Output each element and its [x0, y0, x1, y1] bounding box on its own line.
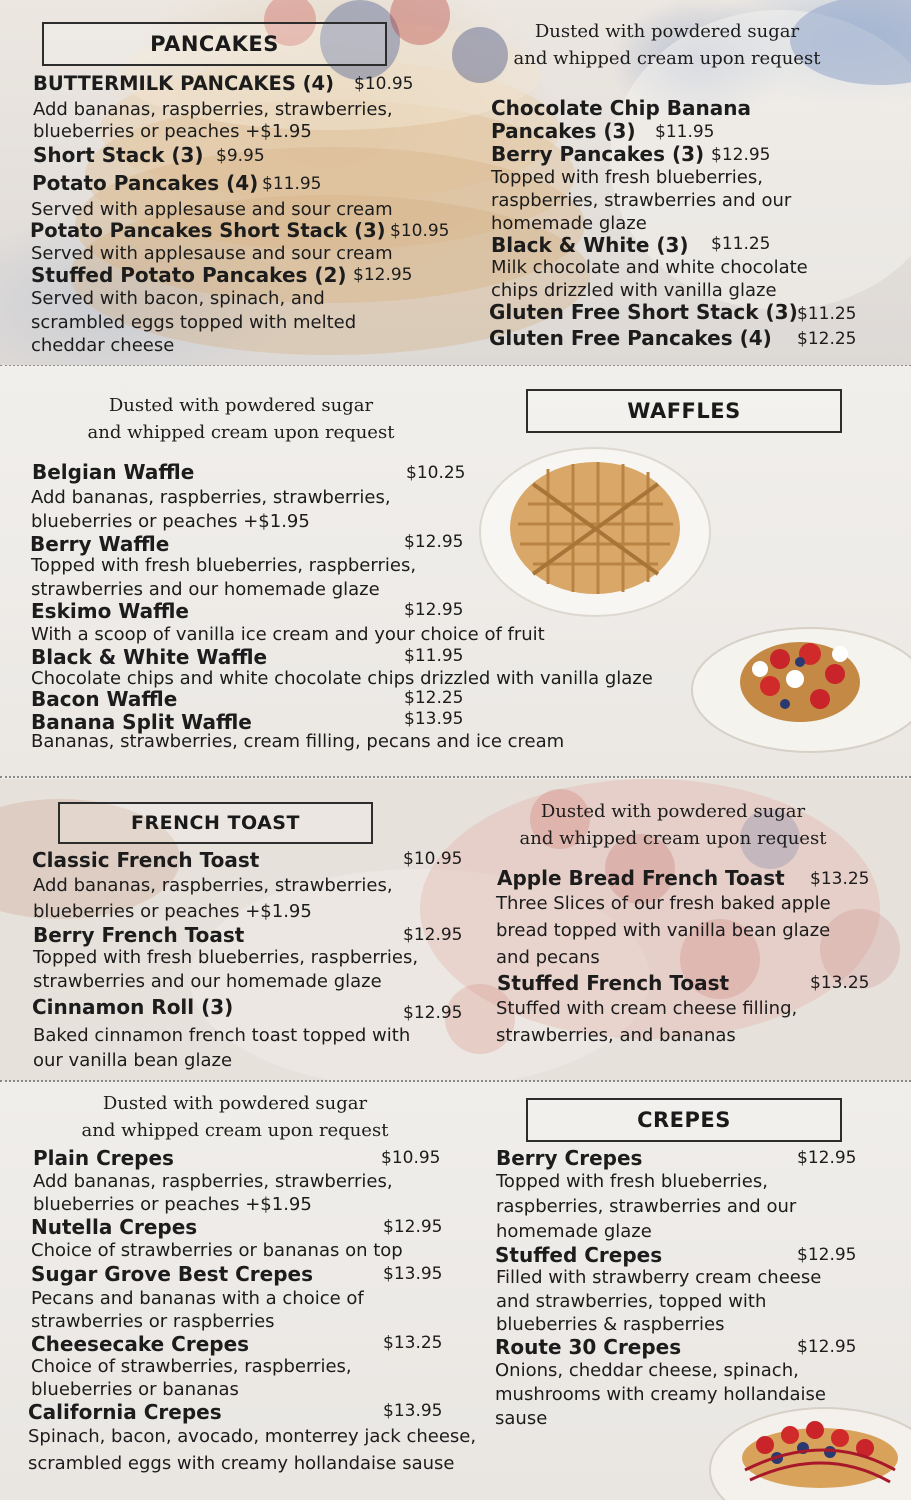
item-price: $12.95: [797, 1337, 857, 1357]
belgian-waffle-photo: [478, 444, 713, 619]
note-line: Dusted with powdered sugar: [540, 801, 806, 822]
item-description: raspberries, strawberries and our: [496, 1196, 797, 1217]
fruit-waffle-photo: [690, 624, 911, 756]
item-price: $12.95: [404, 532, 464, 552]
item-description: Milk chocolate and white chocolate: [491, 257, 808, 278]
item-price: $10.95: [381, 1148, 441, 1168]
item-description: Baked cinnamon french toast topped with: [33, 1025, 411, 1046]
section-divider: [0, 776, 911, 778]
item-description: Onions, cheddar cheese, spinach,: [495, 1360, 799, 1381]
item-name: Route 30 Crepes: [495, 1335, 682, 1359]
crepes-title: CREPES: [526, 1098, 842, 1142]
item-price: $10.95: [354, 74, 414, 94]
note-line: and whipped cream upon request: [513, 48, 821, 69]
item-description: and pecans: [496, 947, 600, 968]
item-description: Served with applesause and sour cream: [31, 199, 393, 220]
item-name: Stuffed Crepes: [495, 1243, 663, 1267]
item-name: Potato Pancakes (4): [32, 171, 259, 195]
pancakes-section: [0, 0, 911, 365]
item-description: Topped with fresh blueberries, raspberries,: [33, 947, 419, 968]
item-description: bread topped with vanilla bean glaze: [496, 920, 831, 941]
item-name: Berry Pancakes (3): [491, 142, 705, 166]
item-price: $12.95: [797, 1148, 857, 1168]
item-name: Bacon Waffle: [31, 687, 178, 711]
item-price: $11.95: [404, 646, 464, 666]
berry-crepes-photo: [705, 1400, 911, 1500]
item-name: Berry Crepes: [496, 1146, 643, 1170]
item-price: $12.95: [404, 600, 464, 620]
note-line: and whipped cream upon request: [87, 422, 395, 443]
item-description: scrambled eggs with creamy hollandaise sause: [28, 1453, 455, 1474]
item-description: strawberries, and bananas: [496, 1025, 736, 1046]
item-name: Stuffed French Toast: [497, 971, 730, 995]
item-name: Chocolate Chip Banana: [491, 96, 751, 120]
item-description: mushrooms with creamy hollandaise: [495, 1384, 826, 1405]
note-line: and whipped cream upon request: [519, 828, 827, 849]
note-line: Dusted with powdered sugar: [102, 1093, 368, 1114]
french-toast-note: [508, 798, 838, 852]
item-price: $12.95: [797, 1245, 857, 1265]
item-price: $11.95: [262, 174, 322, 194]
item-price: $12.95: [403, 925, 463, 945]
item-description: Pecans and bananas with a choice of: [31, 1288, 364, 1309]
item-description: our vanilla bean glaze: [33, 1050, 233, 1071]
item-description: strawberries and our homemade glaze: [33, 971, 382, 992]
item-description: Served with bacon, spinach, and: [31, 288, 325, 309]
item-price: $13.25: [810, 869, 870, 889]
item-description: homemade glaze: [491, 213, 647, 234]
note-line: Dusted with powdered sugar: [534, 21, 800, 42]
item-description: sause: [495, 1408, 548, 1429]
item-description: Add bananas, raspberries, strawberries,: [31, 487, 391, 508]
item-name: Cheesecake Crepes: [31, 1332, 250, 1356]
item-name: Classic French Toast: [32, 848, 260, 872]
waffles-note: [76, 392, 406, 446]
item-name: Belgian Waffle: [32, 460, 195, 484]
pancakes-title: PANCAKES: [42, 22, 387, 66]
item-name: Eskimo Waffle: [31, 599, 189, 623]
item-price: $9.95: [216, 146, 265, 166]
item-price: $10.25: [406, 463, 466, 483]
item-description: Topped with fresh blueberries,: [496, 1171, 768, 1192]
item-description: chips drizzled with vanilla glaze: [491, 280, 777, 301]
crepes-section: [0, 1082, 911, 1500]
item-price: $12.95: [383, 1217, 443, 1237]
item-description: blueberries or peaches +$1.95: [31, 511, 310, 532]
item-description: strawberries and our homemade glaze: [31, 579, 380, 600]
item-price: $13.95: [404, 709, 464, 729]
item-name: Gluten Free Pancakes (4): [489, 326, 772, 350]
item-description: blueberries or peaches +$1.95: [33, 1194, 312, 1215]
item-price: $13.95: [383, 1401, 443, 1421]
item-description: With a scoop of vanilla ice cream and your choice of fruit: [31, 624, 545, 645]
item-description: Served with applesause and sour cream: [31, 243, 393, 264]
item-description: Spinach, bacon, avocado, monterrey jack cheese,: [28, 1426, 477, 1447]
item-name: Short Stack (3): [33, 143, 204, 167]
item-description: Bananas, strawberries, cream filling, pecans and ice cream: [31, 731, 565, 752]
item-description: Add bananas, raspberries, strawberries,: [33, 99, 393, 120]
item-description: Filled with strawberry cream cheese: [496, 1267, 822, 1288]
item-name: Potato Pancakes Short Stack (3): [30, 219, 386, 242]
item-price: $12.95: [403, 1003, 463, 1023]
item-name: Cinnamon Roll (3): [32, 995, 234, 1019]
item-name: Berry French Toast: [33, 923, 245, 947]
item-name: Black & White (3): [491, 233, 689, 257]
crepes-note: [70, 1090, 400, 1144]
french-toast-title: FRENCH TOAST: [58, 802, 373, 844]
item-price: $12.25: [797, 329, 857, 349]
item-name: Berry Waffle: [30, 532, 170, 556]
item-name: Gluten Free Short Stack (3): [489, 300, 798, 324]
item-name: Sugar Grove Best Crepes: [31, 1262, 313, 1286]
item-name: Pancakes (3): [491, 119, 636, 143]
item-price: $12.25: [404, 688, 464, 708]
item-name: Banana Split Waffle: [31, 710, 252, 734]
item-description: blueberries or bananas: [31, 1379, 239, 1400]
item-name: Apple Bread French Toast: [497, 866, 785, 890]
item-description: Three Slices of our fresh baked apple: [496, 893, 831, 914]
item-description: blueberries or peaches +$1.95: [33, 901, 312, 922]
item-name: California Crepes: [28, 1400, 222, 1424]
item-price: $11.25: [797, 304, 857, 324]
item-description: Chocolate chips and white chocolate chips drizzled with vanilla glaze: [31, 668, 653, 689]
item-name: BUTTERMILK PANCAKES (4): [33, 72, 335, 95]
item-price: $12.95: [711, 145, 771, 165]
item-description: Add bananas, raspberries, strawberries,: [33, 1171, 393, 1192]
waffles-title: WAFFLES: [526, 389, 842, 433]
item-price: $10.95: [403, 849, 463, 869]
item-description: blueberries & raspberries: [496, 1314, 725, 1335]
item-description: Add bananas, raspberries, strawberries,: [33, 875, 393, 896]
item-description: raspberries, strawberries and our: [491, 190, 792, 211]
item-price: $13.95: [383, 1264, 443, 1284]
item-description: Topped with fresh blueberries, raspberries,: [31, 555, 417, 576]
note-line: Dusted with powdered sugar: [108, 395, 374, 416]
item-name: Stuffed Potato Pancakes (2): [31, 263, 347, 287]
note-line: and whipped cream upon request: [81, 1120, 389, 1141]
item-name: Nutella Crepes: [31, 1215, 198, 1239]
item-description: strawberries or raspberries: [31, 1311, 275, 1332]
item-description: and strawberries, topped with: [496, 1291, 767, 1312]
item-description: Choice of strawberries, raspberries,: [31, 1356, 352, 1377]
item-price: $13.25: [810, 973, 870, 993]
item-description: Choice of strawberries or bananas on top: [31, 1240, 403, 1261]
item-description: Stuffed with cream cheese filling,: [496, 998, 798, 1019]
item-price: $11.25: [711, 234, 771, 254]
item-description: Topped with fresh blueberries,: [491, 167, 763, 188]
waffles-section: [0, 366, 911, 776]
item-description: scrambled eggs topped with melted: [31, 312, 357, 333]
item-price: $11.95: [655, 122, 715, 142]
item-price: $10.95: [390, 221, 450, 241]
item-description: blueberries or peaches +$1.95: [33, 121, 312, 142]
pancakes-note: [502, 18, 832, 72]
item-price: $12.95: [353, 265, 413, 285]
item-name: Black & White Waffle: [31, 645, 268, 669]
french-toast-section: [0, 779, 911, 1081]
item-description: homemade glaze: [496, 1221, 652, 1242]
item-description: cheddar cheese: [31, 335, 175, 356]
item-name: Plain Crepes: [33, 1146, 174, 1170]
item-price: $13.25: [383, 1333, 443, 1353]
